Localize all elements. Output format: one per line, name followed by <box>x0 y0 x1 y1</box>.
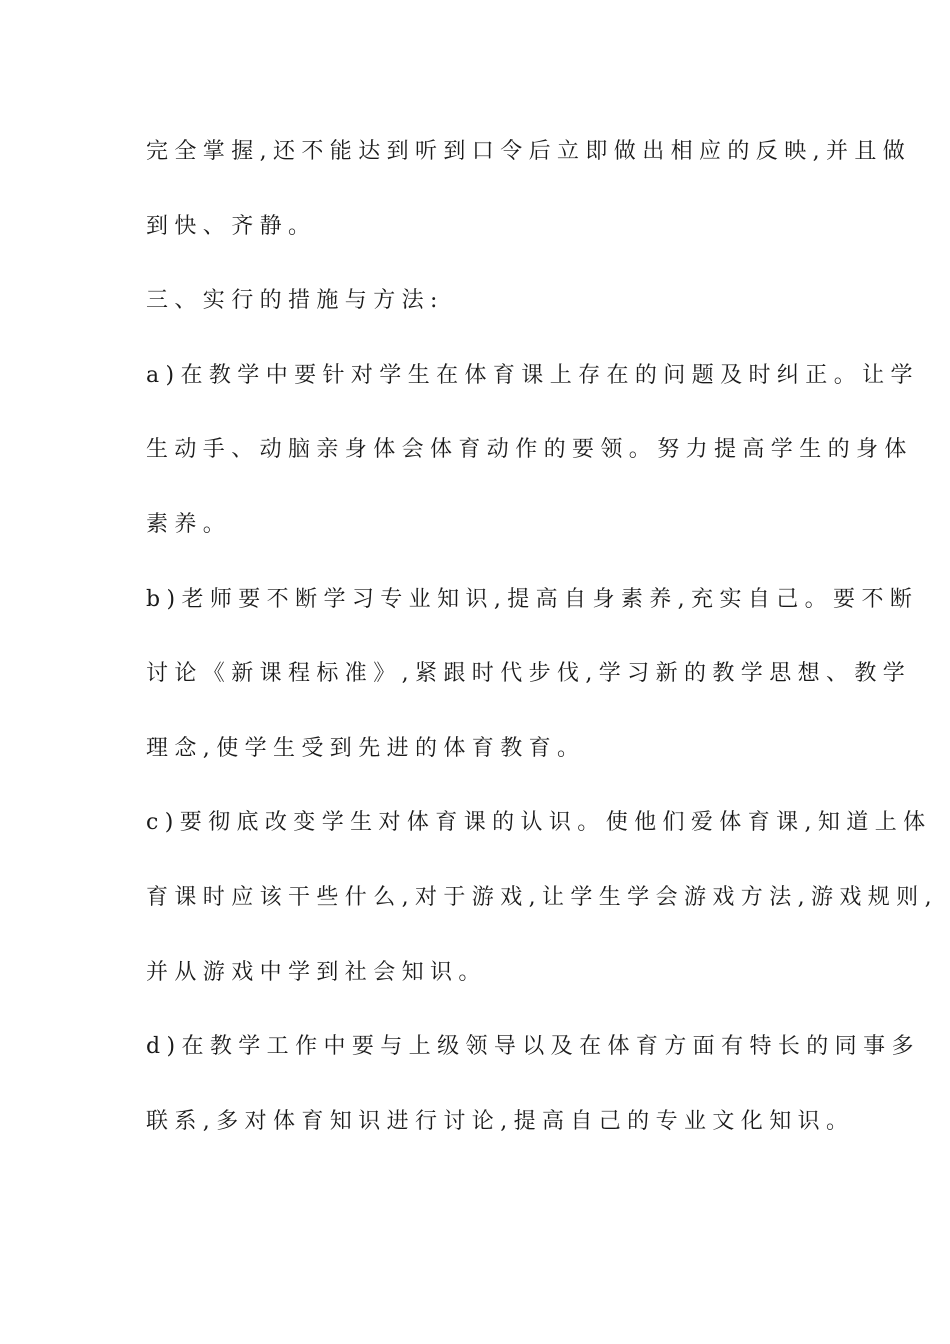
text-line: 育课时应该干些什么,对于游戏,让学生学会游戏方法,游戏规则, <box>146 884 938 910</box>
text-line: 素养。 <box>146 511 232 537</box>
text-line: 生动手、动脑亲身体会体育动作的要领。努力提高学生的身体 <box>146 437 913 463</box>
text-line: 完全掌握,还不能达到听到口令后立即做出相应的反映,并且做 <box>146 139 912 164</box>
text-line: a)在教学中要针对学生在体育课上存在的问题及时纠正。让学 <box>146 362 919 388</box>
text-line: c)要彻底改变学生对体育课的认识。使他们爱体育课,知道上体 <box>146 810 932 836</box>
document-body <box>146 126 938 1170</box>
text-line: 理念,使学生受到先进的体育教育。 <box>146 735 586 761</box>
section-heading: 三、实行的措施与方法: <box>146 288 444 314</box>
text-line: b)老师要不断学习专业知识,提高自身素养,充实自己。要不断 <box>146 586 919 612</box>
text-line: 到快、齐静。 <box>146 213 317 239</box>
text-line: 讨论《新课程标准》,紧跟时代步伐,学习新的教学思想、教学 <box>146 661 912 687</box>
text-line: 联系,多对体育知识进行讨论,提高自己的专业文化知识。 <box>146 1108 855 1134</box>
text-line: d)在教学工作中要与上级领导以及在体育方面有特长的同事多 <box>146 1034 920 1060</box>
text-line: 并从游戏中学到社会知识。 <box>146 959 487 985</box>
